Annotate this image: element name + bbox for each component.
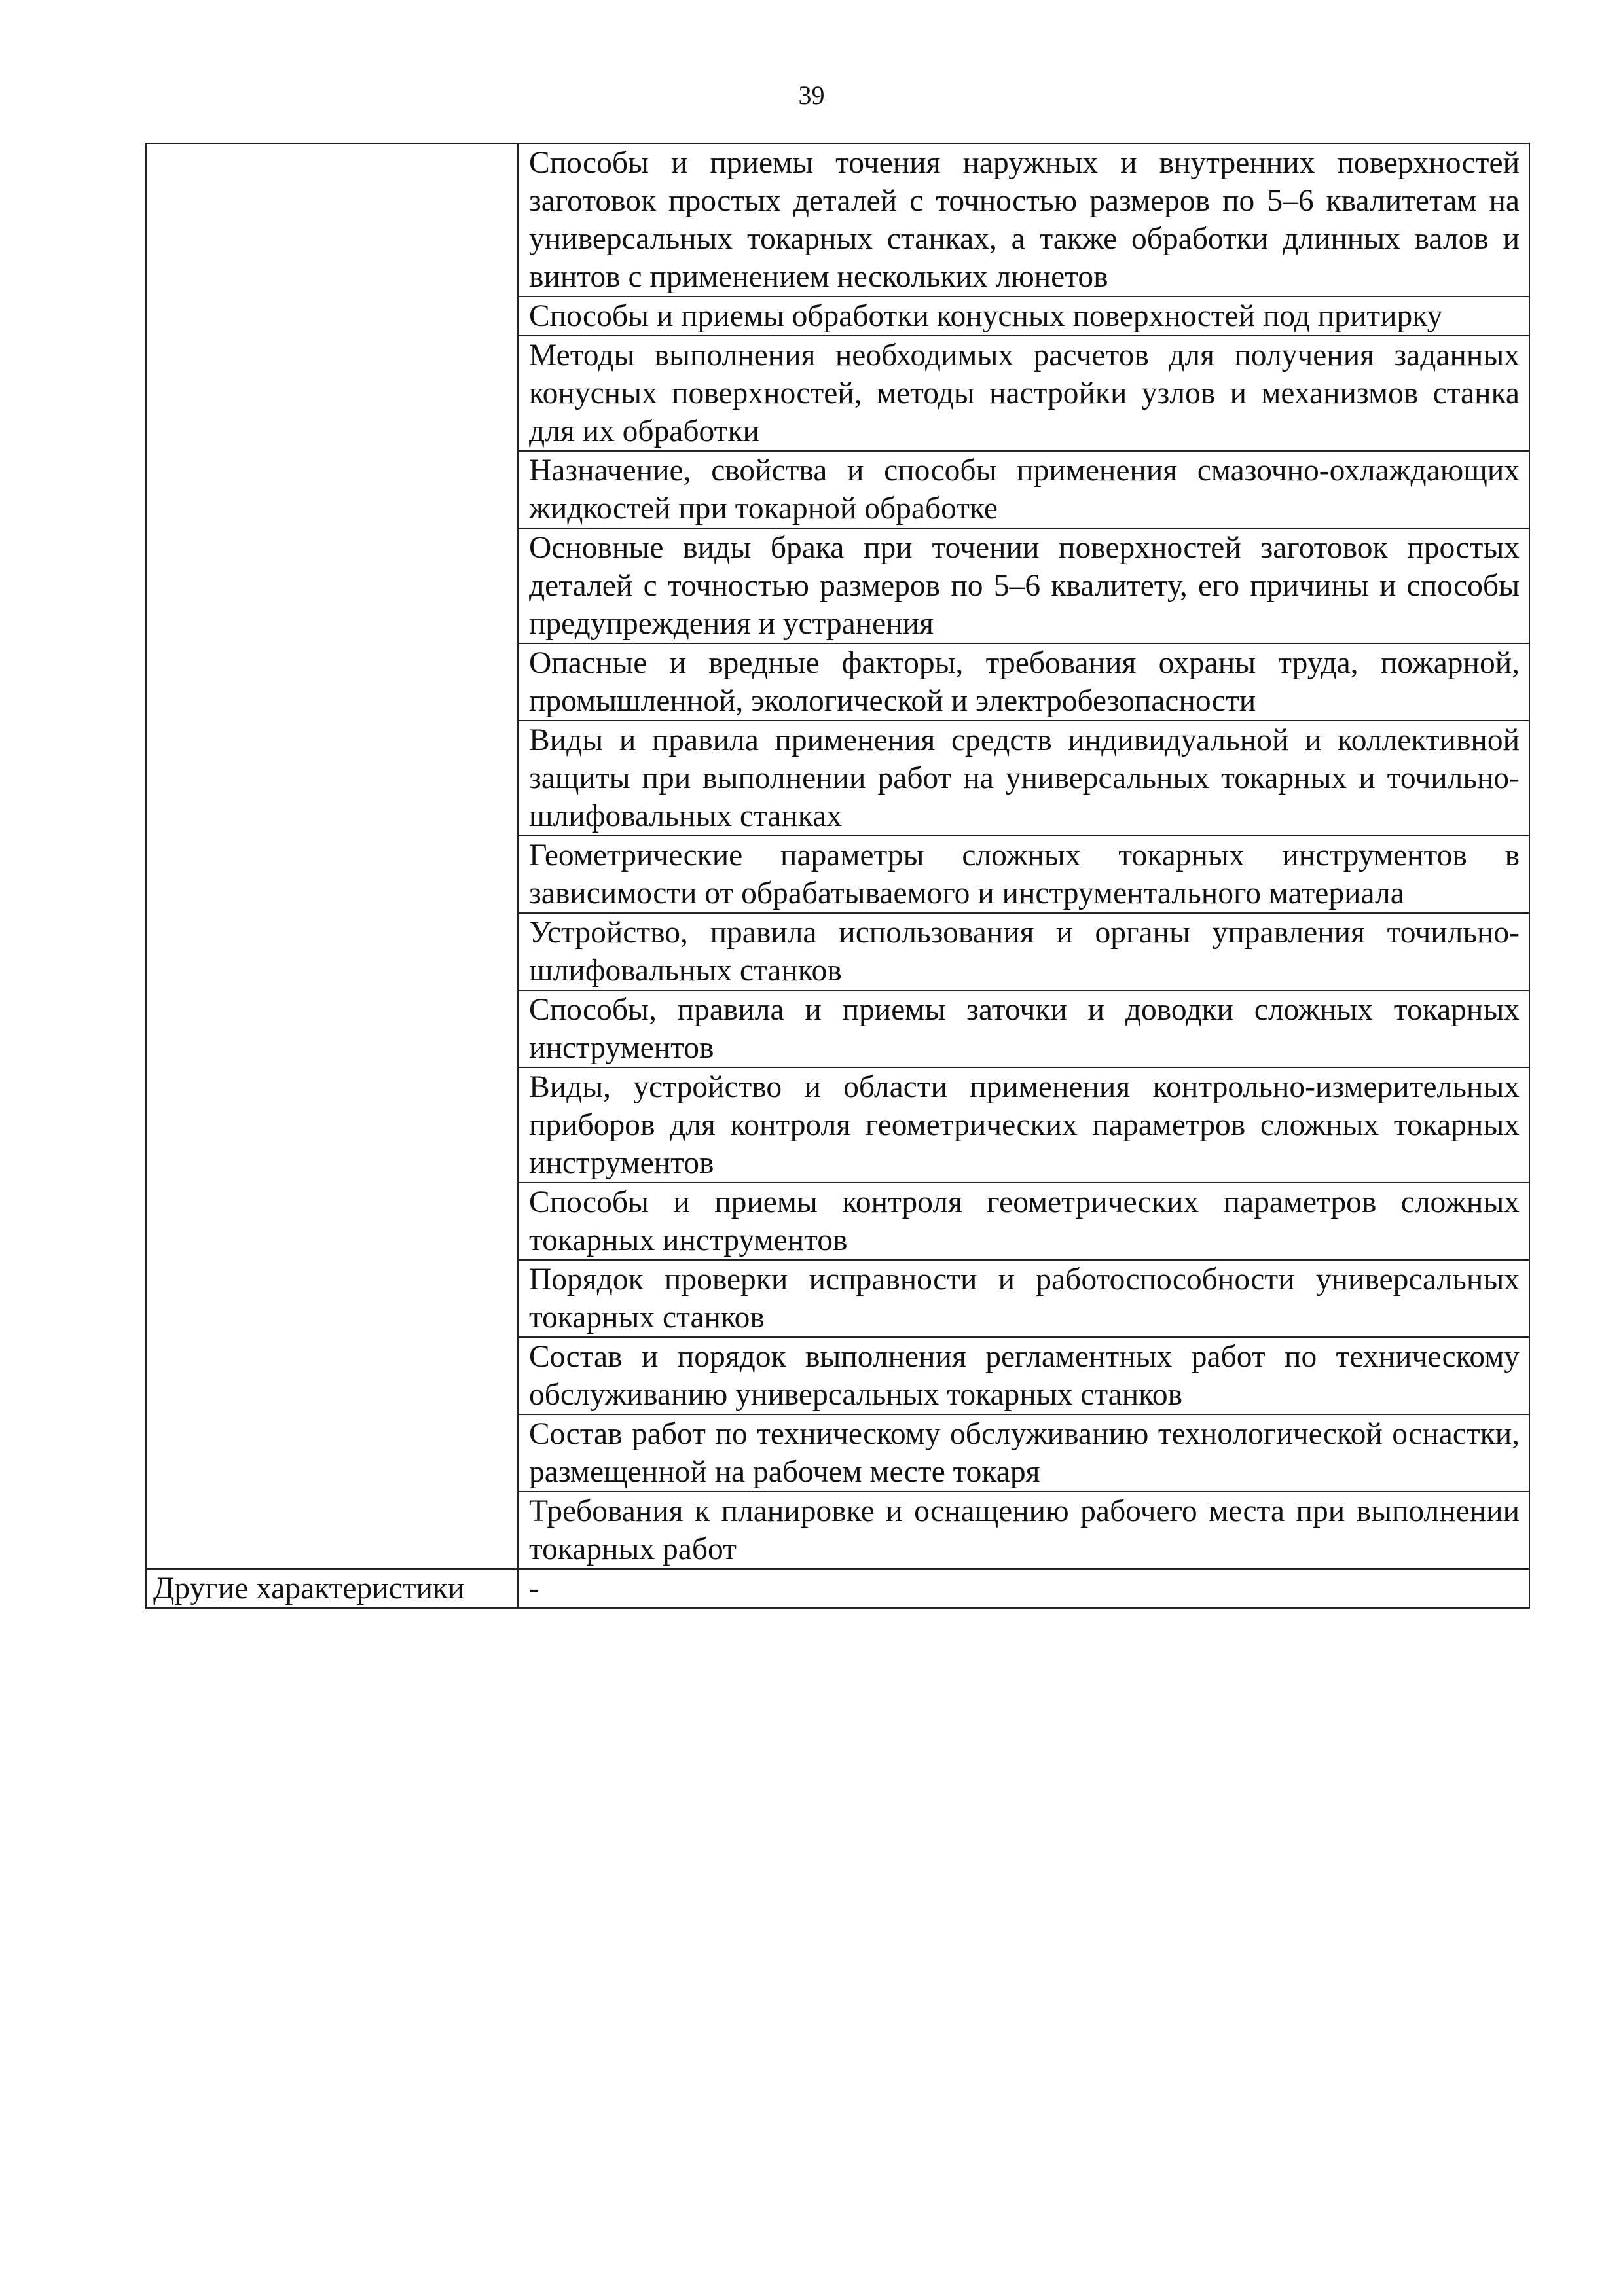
table-row bbox=[146, 990, 1529, 1067]
knowledge-item: Основные виды брака при точении поверхностей заготовок простых деталей с точностью размеров по 5–6 квалитету, его причины и способы предупреждения и устранения bbox=[518, 528, 1529, 643]
knowledge-item: Виды, устройство и области применения контрольно-измерительных приборов для контроля геометрических параметров сложных токарных инструментов bbox=[518, 1067, 1529, 1183]
other-characteristics-label: Другие характеристики bbox=[146, 1569, 518, 1608]
table-row-other bbox=[146, 1569, 1529, 1608]
other-characteristics-value: - bbox=[518, 1569, 1529, 1608]
empty-label-cell bbox=[146, 143, 518, 296]
table-row bbox=[146, 721, 1529, 836]
empty-label-cell bbox=[146, 1337, 518, 1414]
knowledge-item: Опасные и вредные факторы, требования охраны труда, пожарной, промышленной, экологической и электробезопасности bbox=[518, 643, 1529, 721]
empty-label-cell bbox=[146, 913, 518, 990]
table-row bbox=[146, 1183, 1529, 1260]
empty-label-cell bbox=[146, 1183, 518, 1260]
table-row bbox=[146, 643, 1529, 721]
table-row bbox=[146, 1260, 1529, 1337]
empty-label-cell bbox=[146, 643, 518, 721]
table-row bbox=[146, 296, 1529, 336]
table-row bbox=[146, 836, 1529, 913]
empty-label-cell bbox=[146, 1260, 518, 1337]
knowledge-item: Порядок проверки исправности и работоспособности универсальных токарных станков bbox=[518, 1260, 1529, 1337]
empty-label-cell bbox=[146, 336, 518, 451]
table-row bbox=[146, 143, 1529, 296]
knowledge-item: Способы и приемы точения наружных и внутренних поверхностей заготовок простых деталей с точностью размеров по 5–6 квалитетам на универсальных токарных станках, а также обработки длинных валов и винтов с применением нескольких люнетов bbox=[518, 143, 1529, 296]
empty-label-cell bbox=[146, 528, 518, 643]
table-row bbox=[146, 1337, 1529, 1414]
empty-label-cell bbox=[146, 1414, 518, 1492]
knowledge-item: Состав работ по техническому обслуживанию технологической оснастки, размещенной на рабочем месте токаря bbox=[518, 1414, 1529, 1492]
empty-label-cell bbox=[146, 1067, 518, 1183]
table-row bbox=[146, 528, 1529, 643]
knowledge-item: Виды и правила применения средств индивидуальной и коллективной защиты при выполнении работ на универсальных токарных и точильно-шлифовальных станках bbox=[518, 721, 1529, 836]
table-row bbox=[146, 336, 1529, 451]
table-row bbox=[146, 1492, 1529, 1569]
knowledge-item: Устройство, правила использования и органы управления точильно-шлифовальных станков bbox=[518, 913, 1529, 990]
empty-label-cell bbox=[146, 296, 518, 336]
empty-label-cell bbox=[146, 451, 518, 528]
empty-label-cell bbox=[146, 990, 518, 1067]
table-row bbox=[146, 913, 1529, 990]
knowledge-table bbox=[145, 143, 1530, 1609]
empty-label-cell bbox=[146, 721, 518, 836]
table-row bbox=[146, 1414, 1529, 1492]
page-number: 39 bbox=[798, 81, 825, 110]
empty-label-cell bbox=[146, 1492, 518, 1569]
knowledge-item: Геометрические параметры сложных токарных инструментов в зависимости от обрабатываемого и инструментального материала bbox=[518, 836, 1529, 913]
knowledge-item: Методы выполнения необходимых расчетов для получения заданных конусных поверхностей, методы настройки узлов и механизмов станка для их обработки bbox=[518, 336, 1529, 451]
knowledge-item: Способы и приемы контроля геометрических параметров сложных токарных инструментов bbox=[518, 1183, 1529, 1260]
knowledge-item: Способы и приемы обработки конусных поверхностей под притирку bbox=[518, 296, 1529, 336]
knowledge-item: Способы, правила и приемы заточки и доводки сложных токарных инструментов bbox=[518, 990, 1529, 1067]
knowledge-item: Требования к планировке и оснащению рабочего места при выполнении токарных работ bbox=[518, 1492, 1529, 1569]
table-row bbox=[146, 1067, 1529, 1183]
knowledge-item: Назначение, свойства и способы применения смазочно-охлаждающих жидкостей при токарной обработке bbox=[518, 451, 1529, 528]
empty-label-cell bbox=[146, 836, 518, 913]
knowledge-item: Состав и порядок выполнения регламентных работ по техническому обслуживанию универсальных токарных станков bbox=[518, 1337, 1529, 1414]
table-row bbox=[146, 451, 1529, 528]
